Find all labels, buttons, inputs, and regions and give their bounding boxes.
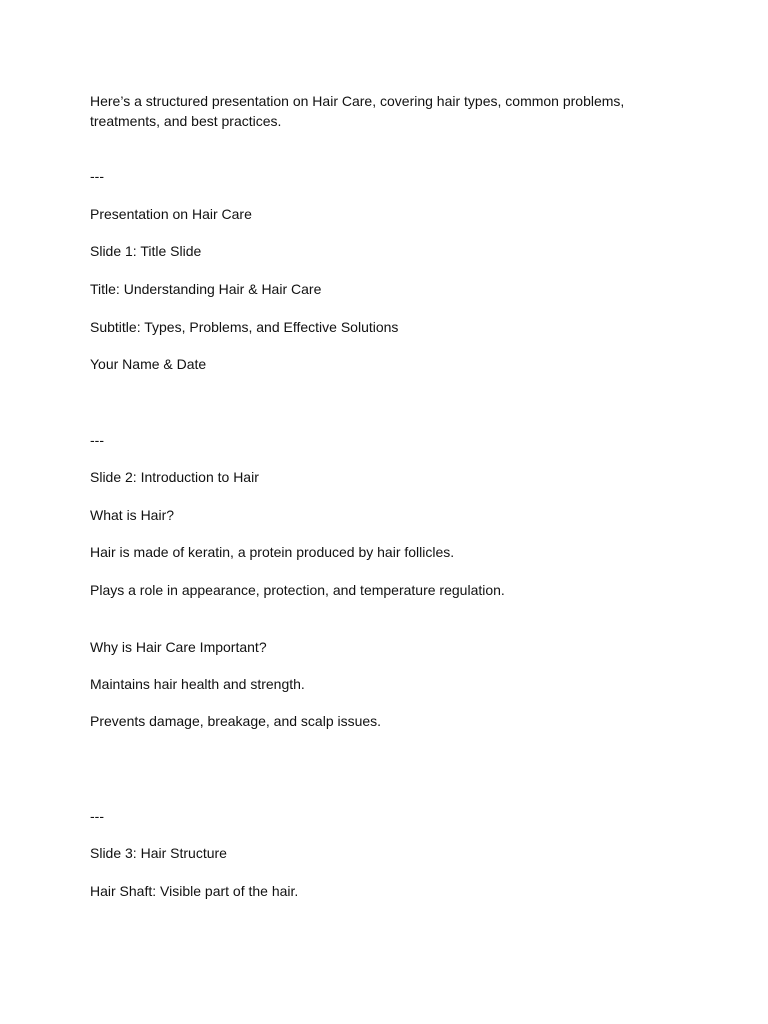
slide-2-question-2: Why is Hair Care Important? (90, 639, 267, 655)
slide-3-paragraph-1: Hair Shaft: Visible part of the hair. (90, 883, 299, 899)
separator: --- (90, 432, 104, 448)
slide-1-heading: Slide 1: Title Slide (90, 243, 202, 259)
slide-2-paragraph-3: Maintains hair health and strength. (90, 676, 305, 692)
slide-1-title: Title: Understanding Hair & Hair Care (90, 281, 322, 297)
slide-2-paragraph-4: Prevents damage, breakage, and scalp issues. (90, 713, 382, 729)
slide-2-question-1: What is Hair? (90, 507, 175, 523)
intro-paragraph: Here’s a structured presentation on Hair Care, covering hair types, common problems, treatments, and best practices. (90, 93, 629, 129)
slide-3-heading: Slide 3: Hair Structure (90, 845, 227, 861)
slide-2-heading: Slide 2: Introduction to Hair (90, 469, 259, 485)
separator: --- (90, 168, 104, 184)
slide-2-paragraph-2: Plays a role in appearance, protection, and temperature regulation. (90, 582, 505, 598)
slide-2-paragraph-1: Hair is made of keratin, a protein produced by hair follicles. (90, 544, 455, 560)
presentation-title: Presentation on Hair Care (90, 206, 252, 222)
slide-1-name-date: Your Name & Date (90, 356, 207, 372)
separator: --- (90, 808, 104, 824)
slide-1-subtitle: Subtitle: Types, Problems, and Effective Solutions (90, 319, 399, 335)
